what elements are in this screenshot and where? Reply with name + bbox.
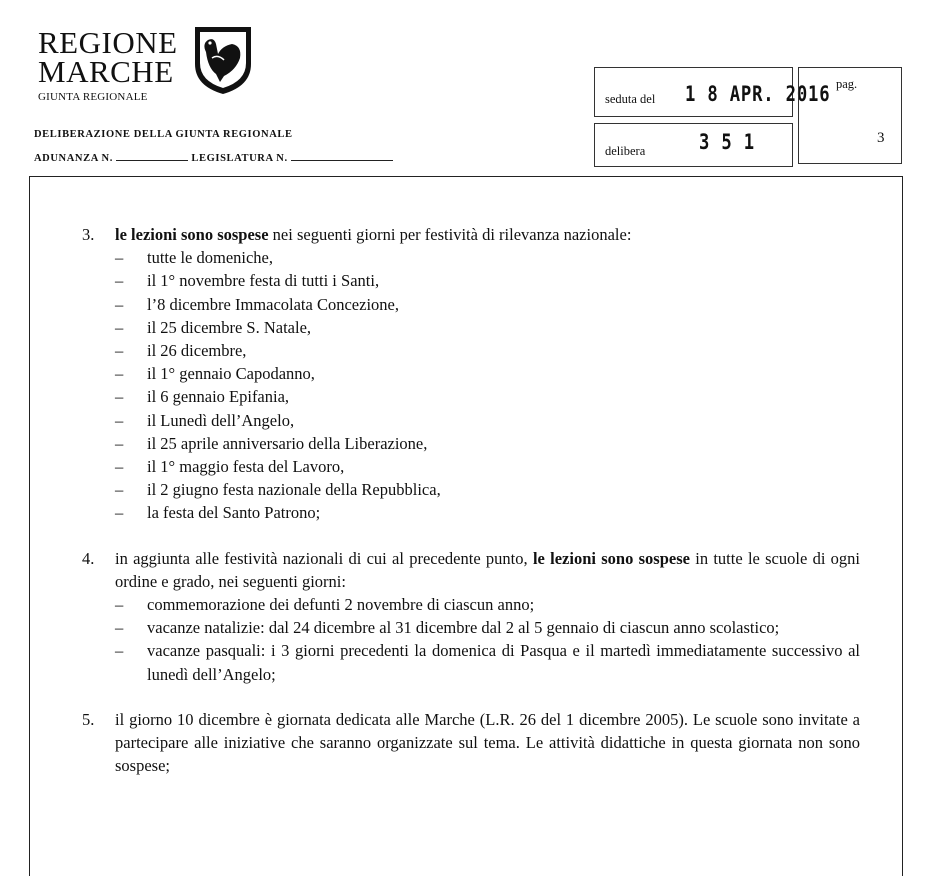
list-entry (115, 316, 860, 339)
seduta-label: seduta del (605, 92, 656, 106)
list-entry-text: vacanze natalizie: dal 24 dicembre al 31 dicembre dal 2 al 5 gennaio di ciascun anno scolastico; (147, 618, 780, 638)
list-entry (115, 639, 860, 685)
list-entry (115, 593, 860, 616)
list-entry (115, 455, 860, 478)
delibera-number-stamp: 3 5 1 (699, 130, 755, 154)
list-entry (115, 616, 860, 639)
region-name-line1: REGIONE (38, 25, 178, 60)
list-entry (115, 432, 860, 455)
region-name-line2: MARCHE (38, 54, 174, 89)
adunanza-label: ADUNANZA N. (34, 153, 113, 164)
list-entry (115, 501, 860, 524)
delibera-box (594, 123, 793, 167)
region-emblem-icon (192, 24, 254, 96)
list-entry (115, 409, 860, 432)
page-label: pag. (836, 77, 858, 91)
item-number: 3. (82, 225, 95, 244)
list-entry-text: il 25 dicembre S. Natale, (147, 317, 312, 337)
list-entry-text: il 26 dicembre, (147, 341, 247, 361)
list-entry-text: il 1° maggio festa del Lavoro, (147, 457, 345, 477)
list-entry-text: il Lunedì dell’Angelo, (147, 410, 295, 430)
dash-bullet: – (115, 248, 124, 268)
dash-bullet: – (115, 595, 124, 615)
giunta-subtitle: GIUNTA REGIONALE (38, 91, 148, 103)
holiday-list (115, 246, 860, 524)
dash-bullet: – (115, 294, 124, 314)
delibera-label: delibera (605, 144, 646, 158)
seduta-box (594, 67, 831, 117)
dash-bullet: – (115, 317, 124, 337)
list-entry-text: tutte le domeniche, (147, 248, 273, 268)
region-name (38, 25, 178, 89)
list-entry (115, 339, 860, 362)
list-item-4 (82, 547, 860, 686)
list-entry-text: vacanze pasquali: i 3 giorni precedenti la domenica di Pasqua e il martedì immediatamente successivo al lunedì dell’Angelo; (147, 641, 860, 684)
list-entry-text: il 1° novembre festa di tutti i Santi, (147, 271, 380, 291)
list-entry-text: la festa del Santo Patrono; (147, 503, 321, 523)
dash-bullet: – (115, 457, 124, 477)
list-entry-text: commemorazione dei defunti 2 novembre di ciascun anno; (147, 595, 535, 615)
list-entry-text: il 2 giugno festa nazionale della Repubblica, (147, 480, 441, 500)
page-box (798, 67, 902, 164)
list-entry (115, 362, 860, 385)
item3-bold: le lezioni sono sospese (115, 225, 269, 244)
item4-bold: le lezioni sono sospese (532, 548, 690, 568)
suspension-list (115, 593, 860, 686)
item-number: 4. (82, 548, 95, 568)
list-entry (115, 478, 860, 501)
list-entry (115, 246, 860, 269)
dash-bullet: – (115, 364, 124, 384)
deliberation-title: DELIBERAZIONE DELLA GIUNTA REGIONALE (34, 129, 293, 140)
item5-text: il giorno 10 dicembre è giornata dedicata alle Marche (L.R. 26 del 1 dicembre 2005). Le scuole sono invitate a partecipare alle iniziative che saranno organizzate sul tema. Le attività didattiche in questa giornata non sono sospese; (115, 709, 860, 776)
list-entry-text: il 25 aprile anniversario della Liberazione, (147, 433, 428, 453)
adunanza-blank (116, 150, 188, 161)
dash-bullet: – (115, 503, 124, 523)
item3-rest: nei seguenti giorni per festività di rilevanza nazionale: (268, 225, 632, 244)
item4-intro (115, 547, 860, 593)
list-entry (115, 385, 860, 408)
dash-bullet: – (115, 271, 124, 291)
legislatura-blank (291, 150, 393, 161)
dash-bullet: – (115, 480, 124, 500)
legislatura-label: LEGISLATURA N. (191, 153, 288, 164)
list-entry-text: il 1° gennaio Capodanno, (147, 364, 315, 384)
list-entry (115, 293, 860, 316)
page-number: 3 (877, 130, 885, 146)
list-item-3 (82, 223, 860, 525)
item-number: 5. (82, 709, 95, 729)
item4-pre: in aggiunta alle festività nazionali di cui al precedente punto, (115, 548, 533, 568)
dash-bullet: – (115, 387, 124, 407)
document-body (82, 223, 860, 777)
dash-bullet: – (115, 433, 124, 453)
list-entry (115, 269, 860, 292)
seduta-date-stamp: 1 8 APR. 2016 (685, 82, 831, 106)
dash-bullet: – (115, 341, 124, 361)
item3-intro (115, 223, 860, 246)
item4-post: in tutte le scuole di ogni ordine e grado, nei seguenti giorni: (115, 548, 861, 591)
list-entry-text: il 6 gennaio Epifania, (147, 387, 290, 407)
session-line (34, 150, 393, 164)
list-item-5 (82, 708, 860, 778)
dash-bullet: – (115, 641, 124, 661)
dash-bullet: – (115, 618, 124, 638)
list-entry-text: l’8 dicembre Immacolata Concezione, (147, 294, 399, 314)
dash-bullet: – (115, 410, 124, 430)
